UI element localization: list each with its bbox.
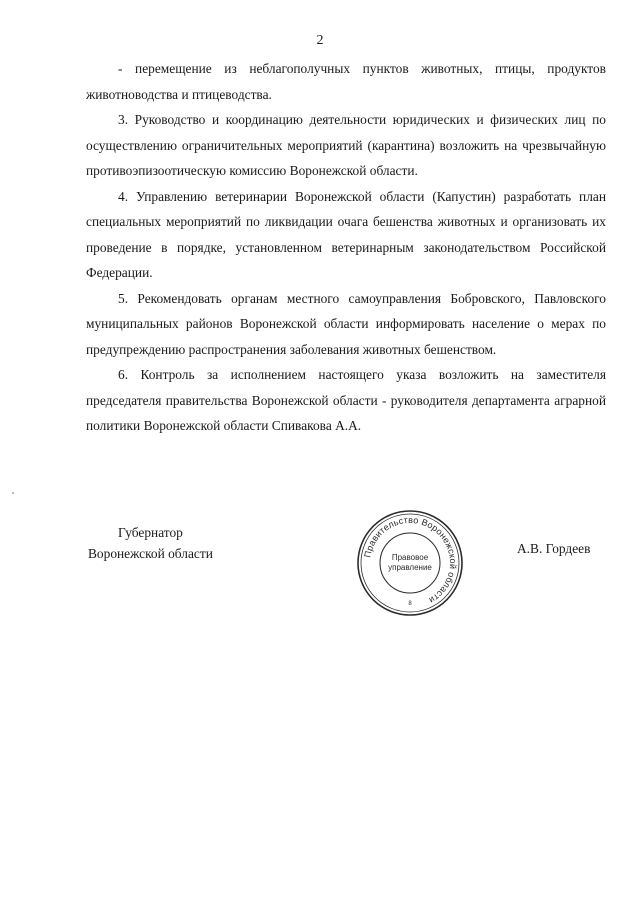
signer-name: А.В. Гордеев: [517, 541, 591, 556]
stamp-mark: 8: [408, 601, 412, 607]
official-stamp: [355, 508, 465, 618]
governor-title-line2: Воронежской области: [88, 546, 213, 561]
stamp-ring-text: Правительство Воронежской области: [362, 514, 459, 606]
paragraph-5-recommendation: 5. Рекомендовать органам местного самоуправления Бобровского, Павловского муниципальных районов Воронежской области информировать население о мерах по предупреждению распространения заболевания животных бешенством.: [86, 290, 606, 357]
paragraph-4-veterinary-plan: 4. Управлению ветеринарии Воронежской области (Капустин) разработать план специальных мероприятий по ликвидации очага бешенства животных и организовать их проведение в порядке, установленном ветеринарным законодательством Российской Федерации.: [86, 188, 606, 280]
governor-title: [88, 522, 213, 564]
page-number: 2: [316, 33, 324, 48]
document-body: [86, 56, 606, 439]
paragraph-3-coordination: 3. Руководство и координацию деятельности юридических и физических лиц по осуществлению ограничительных мероприятий (карантина) возложить на чрезвычайную противоэпизоотическую комиссию Воронежской области.: [86, 112, 606, 178]
paragraph-movement-ban: - перемещение из неблагополучных пунктов животных, птицы, продуктов животноводства и птицеводства.: [86, 61, 606, 102]
margin-mark: [12, 492, 14, 494]
stamp-inner-line1: Правовое: [391, 553, 429, 562]
stamp-inner-line2: управление: [388, 563, 432, 572]
paragraph-6-control: 6. Контроль за исполнением настоящего указа возложить на заместителя председателя правительства Воронежской области - руководителя департамента аграрной политики Воронежской области Спивакова А.А.: [86, 367, 606, 433]
governor-title-line1: Губернатор: [118, 525, 183, 540]
